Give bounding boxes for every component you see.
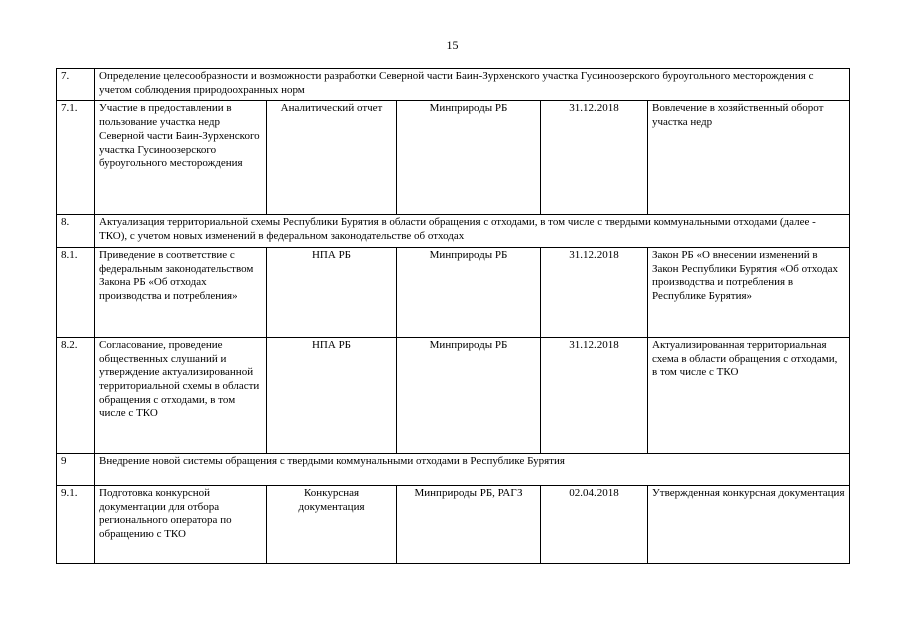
row-number: 7. bbox=[57, 69, 95, 101]
responsible-cell: Минприроды РБ, РАГЗ bbox=[397, 485, 541, 563]
form-cell: Конкурсная документация bbox=[267, 485, 397, 563]
result-cell: Утвержденная конкурсная документация bbox=[648, 485, 850, 563]
row-number: 8. bbox=[57, 215, 95, 247]
row-number: 9.1. bbox=[57, 485, 95, 563]
responsible-cell: Минприроды РБ bbox=[397, 337, 541, 453]
action-cell: Подготовка конкурсной документации для отбора регионального оператора по обращению с ТКО bbox=[95, 485, 267, 563]
row-number: 9 bbox=[57, 453, 95, 485]
action-cell: Согласование, проведение общественных слушаний и утверждение актуализированной территориальной схемы в области обращения с отходами, в том числе с ТКО bbox=[95, 337, 267, 453]
responsible-cell: Минприроды РБ bbox=[397, 247, 541, 337]
form-cell: НПА РБ bbox=[267, 247, 397, 337]
section-title: Актуализация территориальной схемы Республики Бурятия в области обращения с отходами, в том числе с твердыми коммунальными отходами (далее - ТКО), с учетом новых изменений в федеральном законодательстве об отходах bbox=[95, 215, 850, 247]
result-cell: Актуализированная территориальная схема в области обращения с отходами, в том числе с ТКО bbox=[648, 337, 850, 453]
section-row-9 bbox=[57, 453, 850, 485]
result-cell: Вовлечение в хозяйственный оборот участка недр bbox=[648, 101, 850, 215]
section-title: Определение целесообразности и возможности разработки Северной части Баин-Зурхенского участка Гусиноозерского буроугольного месторождения с учетом соблюдения природоохранных норм bbox=[95, 69, 850, 101]
deadline-cell: 31.12.2018 bbox=[541, 247, 648, 337]
form-cell: Аналитический отчет bbox=[267, 101, 397, 215]
row-number: 7.1. bbox=[57, 101, 95, 215]
section-row-8 bbox=[57, 215, 850, 247]
item-row-7-1 bbox=[57, 101, 850, 215]
deadline-cell: 31.12.2018 bbox=[541, 337, 648, 453]
deadline-cell: 31.12.2018 bbox=[541, 101, 648, 215]
section-title: Внедрение новой системы обращения с твердыми коммунальными отходами в Республике Бурятия bbox=[95, 453, 850, 485]
row-number: 8.2. bbox=[57, 337, 95, 453]
plan-table bbox=[56, 68, 850, 564]
deadline-cell: 02.04.2018 bbox=[541, 485, 648, 563]
result-cell: Закон РБ «О внесении изменений в Закон Республики Бурятия «Об отходах производства и потребления в Республике Бурятия» bbox=[648, 247, 850, 337]
form-cell: НПА РБ bbox=[267, 337, 397, 453]
responsible-cell: Минприроды РБ bbox=[397, 101, 541, 215]
section-row-7 bbox=[57, 69, 850, 101]
item-row-8-2 bbox=[57, 337, 850, 453]
action-cell: Участие в предоставлении в пользование участка недр Северной части Баин-Зурхенского участка Гусиноозерского буроугольного месторождения bbox=[95, 101, 267, 215]
page-number: 15 bbox=[446, 38, 459, 52]
item-row-8-1 bbox=[57, 247, 850, 337]
row-number: 8.1. bbox=[57, 247, 95, 337]
item-row-9-1 bbox=[57, 485, 850, 563]
action-cell: Приведение в соответствие с федеральным законодательством Закона РБ «Об отходах производства и потребления» bbox=[95, 247, 267, 337]
